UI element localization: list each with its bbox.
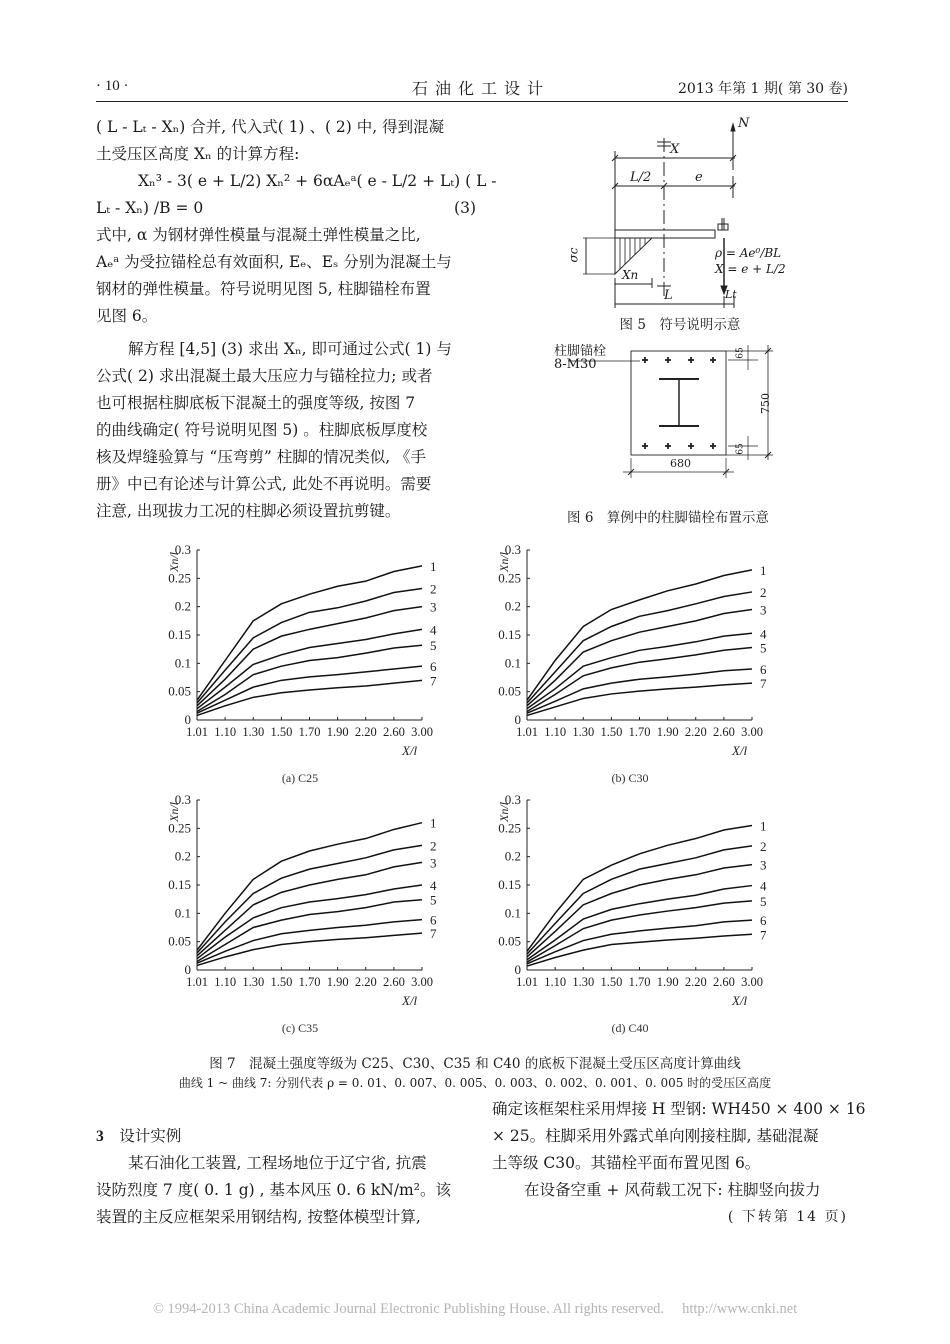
- svg-text:0.1: 0.1: [504, 905, 521, 921]
- svg-text:3: 3: [760, 857, 767, 873]
- svg-text:7: 7: [760, 676, 767, 692]
- text-line: 在设备空重 + 风荷载工况下: 柱脚竖向拔力: [524, 1181, 821, 1199]
- text-line: 的曲线确定( 符号说明见图 5) 。柱脚底板厚度校: [96, 421, 428, 439]
- svg-text:1: 1: [760, 818, 767, 834]
- svg-text:0.2: 0.2: [504, 598, 521, 614]
- text-line: 解方程 [4,5] (3) 求出 Xₙ, 即可通过公式( 1) 与: [128, 340, 452, 358]
- section-number: 3: [96, 1128, 104, 1145]
- running-header: [96, 76, 848, 100]
- text-line: 土等级 C30。其锚栓平面布置见图 6。: [492, 1154, 761, 1172]
- svg-text:0.15: 0.15: [498, 627, 521, 642]
- label-sigma: σc: [566, 247, 581, 263]
- label-lt: Lt: [725, 288, 737, 301]
- equation-line-2: [96, 195, 476, 222]
- svg-text:0.05: 0.05: [168, 683, 191, 699]
- svg-text:0.25: 0.25: [498, 820, 521, 836]
- svg-text:2.20: 2.20: [354, 725, 377, 739]
- svg-text:2.20: 2.20: [684, 725, 707, 739]
- chart-c40: [480, 788, 780, 1038]
- svg-text:0: 0: [514, 962, 521, 977]
- svg-text:3: 3: [430, 855, 437, 871]
- section-heading: [96, 1123, 476, 1150]
- svg-text:0.15: 0.15: [168, 877, 191, 892]
- svg-text:1.01: 1.01: [516, 725, 538, 739]
- svg-text:1.50: 1.50: [270, 725, 293, 739]
- svg-text:0.25: 0.25: [498, 570, 521, 586]
- text-line: 式中, α 为钢材弹性模量与混凝土弹性模量之比,: [96, 226, 421, 244]
- svg-text:6: 6: [760, 913, 767, 929]
- svg-text:0.25: 0.25: [168, 820, 191, 836]
- issue-info: 2013 年第 1 期( 第 30 卷): [678, 81, 848, 97]
- svg-text:Xn/l: Xn/l: [497, 552, 511, 572]
- chart-c35: [150, 788, 450, 1038]
- svg-text:4: 4: [430, 622, 437, 638]
- label-l: L: [664, 288, 673, 303]
- svg-text:6: 6: [430, 659, 437, 675]
- svg-text:0.1: 0.1: [174, 655, 191, 671]
- svg-text:1.50: 1.50: [600, 975, 623, 989]
- svg-text:0.3: 0.3: [174, 792, 191, 807]
- dim-width: 680: [670, 457, 691, 470]
- svg-text:1.90: 1.90: [326, 725, 349, 739]
- svg-text:Xn/l: Xn/l: [167, 802, 181, 822]
- dim-edge-top: 65: [735, 347, 746, 359]
- section-3-left: [96, 1123, 476, 1231]
- svg-text:0.1: 0.1: [504, 655, 521, 671]
- svg-text:1.70: 1.70: [628, 725, 651, 739]
- svg-text:3: 3: [760, 602, 767, 618]
- svg-text:7: 7: [760, 927, 767, 943]
- svg-text:2.20: 2.20: [354, 975, 377, 989]
- svg-text:5: 5: [430, 892, 437, 908]
- svg-text:4: 4: [430, 878, 437, 893]
- dim-height: 750: [759, 393, 772, 414]
- svg-text:3.00: 3.00: [741, 725, 763, 739]
- svg-text:1.50: 1.50: [270, 975, 293, 989]
- svg-text:1.10: 1.10: [214, 975, 237, 989]
- svg-text:1.50: 1.50: [600, 725, 623, 739]
- svg-text:5: 5: [430, 638, 437, 654]
- svg-text:1.90: 1.90: [656, 725, 679, 739]
- svg-text:1.10: 1.10: [544, 975, 567, 989]
- svg-text:2.20: 2.20: [684, 975, 707, 989]
- svg-text:X/l: X/l: [732, 743, 748, 758]
- svg-text:0.05: 0.05: [498, 933, 521, 949]
- svg-text:(d) C40: (d) C40: [611, 1021, 649, 1035]
- text-line: 确定该框架柱采用焊接 H 型钢: WH450 × 400 × 16: [492, 1100, 866, 1118]
- text-line: 设防烈度 7 度( 0. 1 g) , 基本风压 0. 6 kN/m²。该: [96, 1181, 451, 1199]
- copyright-footer: © 1994-2013 China Academic Journal Electronic Publishing House. All rights reserved. http://www.cnki.net: [152, 1301, 798, 1317]
- svg-text:2.60: 2.60: [712, 975, 735, 989]
- svg-text:(b) C30: (b) C30: [611, 771, 649, 785]
- figure-7-subcaption: 曲线 1 ~ 曲线 7: 分别代表 ρ = 0. 01、0. 007、0. 005、0. 003、0. 002、0. 001、0. 005 时的受压区高度: [178, 1076, 772, 1090]
- figure-7-caption: 图 7 混凝土强度等级为 C25、C30、C35 和 C40 的底板下混凝土受压区高度计算曲线: [209, 1056, 741, 1072]
- svg-text:1: 1: [760, 562, 767, 578]
- left-column: [96, 114, 497, 525]
- svg-text:Xn/l: Xn/l: [497, 802, 511, 822]
- journal-title: 石油化工设计: [412, 79, 551, 98]
- svg-text:2: 2: [430, 581, 437, 597]
- text-line: 装置的主反应框架采用钢结构, 按整体模型计算,: [96, 1208, 421, 1226]
- svg-text:0.15: 0.15: [168, 627, 191, 642]
- text-line: 公式( 2) 求出混凝土最大压应力与锚栓拉力; 或者: [96, 367, 433, 385]
- text-line: 核及焊缝验算与 “压弯剪” 柱脚的情况类似, 《手: [96, 448, 427, 466]
- svg-text:1.30: 1.30: [572, 725, 595, 739]
- svg-text:2: 2: [760, 584, 767, 600]
- figure-6-caption: 图 6 算例中的柱脚锚栓布置示意: [567, 510, 769, 526]
- svg-text:5: 5: [760, 893, 767, 909]
- svg-text:X/l: X/l: [402, 993, 418, 1008]
- text-line: × 25。柱脚采用外露式单向刚接柱脚, 基础混凝: [492, 1127, 819, 1145]
- header-rule: [96, 101, 848, 102]
- svg-text:5: 5: [760, 640, 767, 656]
- svg-text:0.3: 0.3: [504, 542, 521, 557]
- anchor-bolt-spec: 8-M30: [554, 357, 597, 372]
- svg-text:1: 1: [430, 558, 437, 574]
- dim-edge-bottom: 65: [735, 443, 746, 455]
- chart-c25: [150, 538, 450, 788]
- svg-text:1.01: 1.01: [516, 975, 538, 989]
- page-number: · 10 ·: [96, 78, 129, 94]
- equation-text: Lₜ - Xₙ) /B = 0: [96, 199, 204, 217]
- text-line: 册》中已有论述与计算公式, 此处不再说明。需要: [96, 475, 432, 493]
- figure-5-diagram: [560, 118, 800, 318]
- figure-6-diagram: [548, 340, 788, 500]
- chart-c30: [480, 538, 780, 788]
- svg-text:Xn/l: Xn/l: [167, 552, 181, 572]
- svg-text:4: 4: [760, 878, 767, 894]
- equation-line-1: Xₙ³ - 3( e + L/2) Xₙ² + 6αAₑᵃ( e - L/2 + Lₜ) ( L -: [138, 172, 497, 190]
- text-line: ( L - Lₜ - Xₙ) 合并, 代入式( 1) 、( 2) 中, 得到混凝: [96, 118, 445, 136]
- svg-text:0.2: 0.2: [174, 848, 191, 864]
- svg-text:3.00: 3.00: [411, 975, 433, 989]
- label-xn: Xn: [622, 268, 639, 282]
- svg-text:1: 1: [430, 815, 437, 831]
- svg-text:1.70: 1.70: [628, 975, 651, 989]
- svg-text:1.30: 1.30: [242, 725, 265, 739]
- text-line: 某石油化工装置, 工程场地位于辽宁省, 抗震: [128, 1154, 427, 1172]
- svg-text:6: 6: [760, 662, 767, 677]
- figure-5-caption: 图 5 符号说明示意: [619, 317, 741, 333]
- svg-text:1.90: 1.90: [326, 975, 349, 989]
- svg-text:1.10: 1.10: [544, 725, 567, 739]
- svg-text:0: 0: [184, 712, 191, 727]
- equation-number: (3): [454, 199, 476, 217]
- section-3-right: [492, 1096, 866, 1231]
- svg-text:X/l: X/l: [732, 993, 748, 1008]
- formula-rho: ρ = Ae⁰/BL: [715, 246, 782, 260]
- formula-x: X = e + L/2: [715, 262, 786, 276]
- section-title: 设计实例: [119, 1127, 182, 1145]
- svg-text:1.01: 1.01: [186, 725, 208, 739]
- continued-note: ( 下转第 14 页): [727, 1209, 848, 1225]
- svg-text:0.3: 0.3: [504, 792, 521, 807]
- svg-text:0: 0: [514, 712, 521, 727]
- svg-text:1.70: 1.70: [298, 975, 321, 989]
- svg-text:2.60: 2.60: [712, 725, 735, 739]
- svg-text:2: 2: [760, 838, 767, 854]
- text-line: Aₑᵃ 为受拉锚栓总有效面积, Eₑ、Eₛ 分别为混凝土与: [96, 253, 452, 271]
- label-n: N: [738, 116, 750, 131]
- svg-text:0.05: 0.05: [168, 933, 191, 949]
- svg-text:(a) C25: (a) C25: [281, 771, 319, 785]
- label-l-half: L/2: [630, 170, 652, 185]
- svg-text:0.25: 0.25: [168, 570, 191, 586]
- svg-text:0.1: 0.1: [174, 905, 191, 921]
- svg-text:3.00: 3.00: [411, 725, 433, 739]
- svg-text:0.15: 0.15: [498, 877, 521, 892]
- text-line: 见图 6。: [96, 307, 158, 325]
- svg-text:X/l: X/l: [402, 743, 418, 758]
- svg-text:(c) C35: (c) C35: [281, 1021, 319, 1035]
- text-line: 注意, 出现拔力工况的柱脚必须设置抗剪键。: [96, 502, 401, 520]
- text-line: 也可根据柱脚底板下混凝土的强度等级, 按图 7: [96, 394, 416, 412]
- svg-text:2.60: 2.60: [382, 725, 405, 739]
- anchor-bolt-label: 柱脚锚栓: [554, 344, 607, 359]
- svg-text:7: 7: [430, 926, 437, 942]
- svg-text:0: 0: [184, 962, 191, 977]
- svg-text:0.2: 0.2: [504, 848, 521, 864]
- svg-text:0.05: 0.05: [498, 683, 521, 699]
- svg-text:0.2: 0.2: [174, 598, 191, 614]
- text-line: 土受压区高度 Xₙ 的计算方程:: [96, 145, 300, 163]
- svg-text:1.70: 1.70: [298, 725, 321, 739]
- svg-text:1.30: 1.30: [242, 975, 265, 989]
- svg-text:3.00: 3.00: [741, 975, 763, 989]
- svg-text:2.60: 2.60: [382, 975, 405, 989]
- svg-text:2: 2: [430, 838, 437, 854]
- svg-text:1.01: 1.01: [186, 975, 208, 989]
- svg-text:1.30: 1.30: [572, 975, 595, 989]
- svg-text:4: 4: [760, 626, 767, 642]
- svg-text:1.10: 1.10: [214, 725, 237, 739]
- text-line: 钢材的弹性模量。符号说明见图 5, 柱脚锚栓布置: [96, 280, 431, 298]
- svg-text:0.3: 0.3: [174, 542, 191, 557]
- svg-text:6: 6: [430, 912, 437, 928]
- svg-text:1.90: 1.90: [656, 975, 679, 989]
- svg-text:3: 3: [430, 599, 437, 615]
- label-e: e: [695, 170, 703, 185]
- svg-text:7: 7: [430, 673, 437, 689]
- label-x: X: [670, 142, 680, 157]
